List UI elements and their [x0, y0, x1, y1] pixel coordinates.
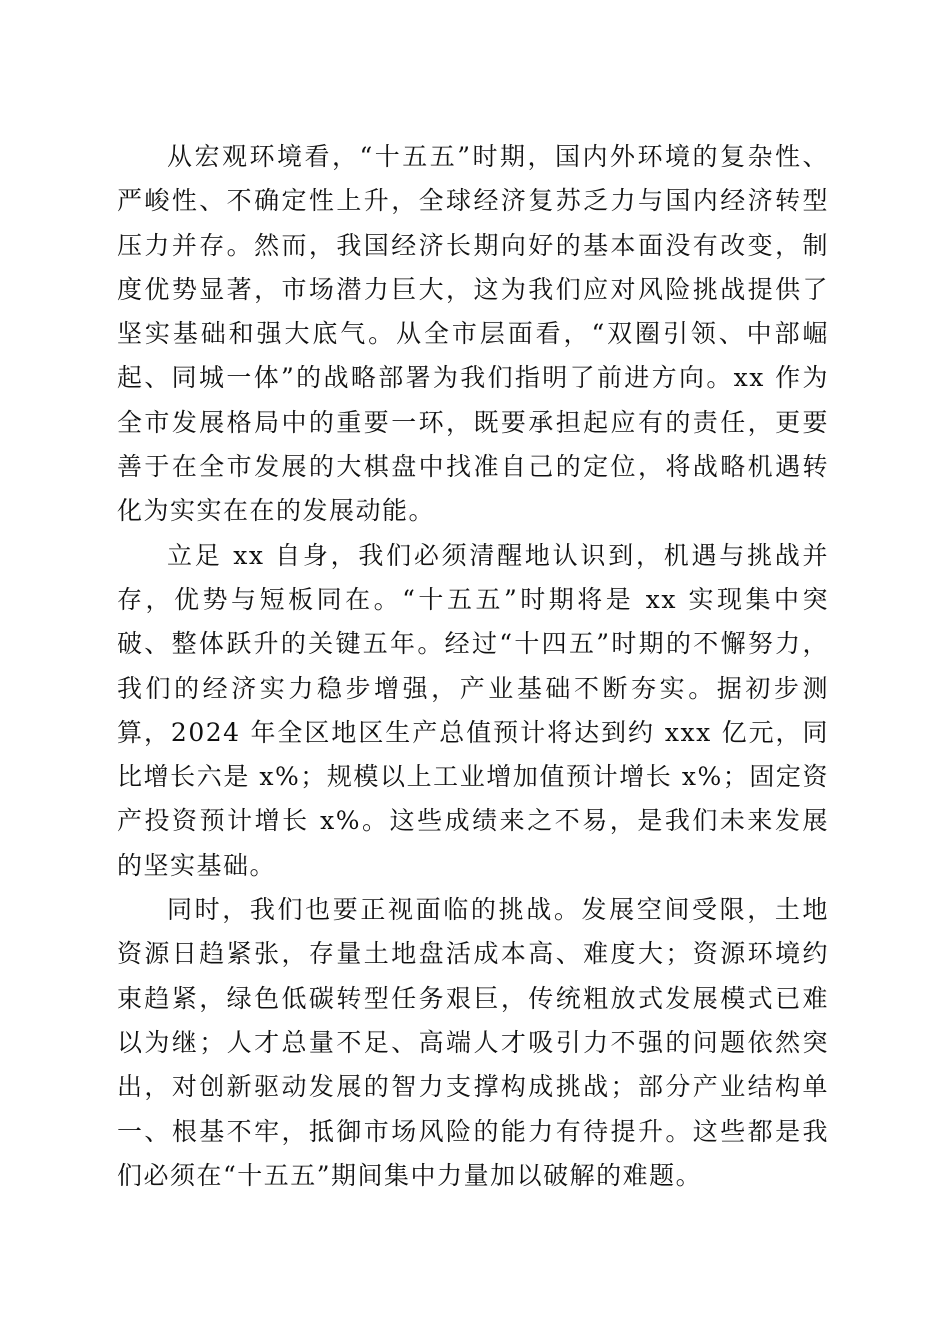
paragraph-challenges: 同时，我们也要正视面临的挑战。发展空间受限，土地资源日趋紧张，存量土地盘活成本高、难度大；资源环境约束趋紧，绿色低碳转型任务艰巨，传统粗放式发展模式已难以为继；人才总量不足、高端人才吸引力不强的问题依然突出，对创新驱动发展的智力支撑构成挑战；部分产业结构单一、根基不牢，抵御市场风险的能力有待提升。这些都是我们必须在“十五五”期间集中力量加以破解的难题。	[117, 895, 829, 1190]
paragraph-macro-environment: 从宏观环境看，“十五五”时期，国内外环境的复杂性、严峻性、不确定性上升，全球经济复苏乏力与国内经济转型压力并存。然而，我国经济长期向好的基本面没有改变，制度优势显著，市场潜力巨大，这为我们应对风险挑战提供了坚实基础和强大底气。从全市层面看，“双圈引领、中部崛起、同城一体”的战略部署为我们指明了前进方向。xx 作为全市发展格局中的重要一环，既要承担起应有的责任，更要善于在全市发展的大棋盘中找准自己的定位，将战略机遇转化为实实在在的发展动能。	[117, 142, 829, 526]
paragraph-local-situation: 立足 xx 自身，我们必须清醒地认识到，机遇与挑战并存，优势与短板同在。“十五五”时期将是 xx 实现集中突破、整体跃升的关键五年。经过“十四五”时期的不懈努力，我们的经济实力稳步增强，产业基础不断夯实。据初步测算，2024 年全区地区生产总值预计将达到约 xxx 亿元，同比增长六是 x%；规模以上工业增加值预计增长 x%；固定资产投资预计增长 x%。这些成绩来之不易，是我们未来发展的坚实基础。	[117, 540, 829, 880]
document-body	[117, 135, 829, 1198]
